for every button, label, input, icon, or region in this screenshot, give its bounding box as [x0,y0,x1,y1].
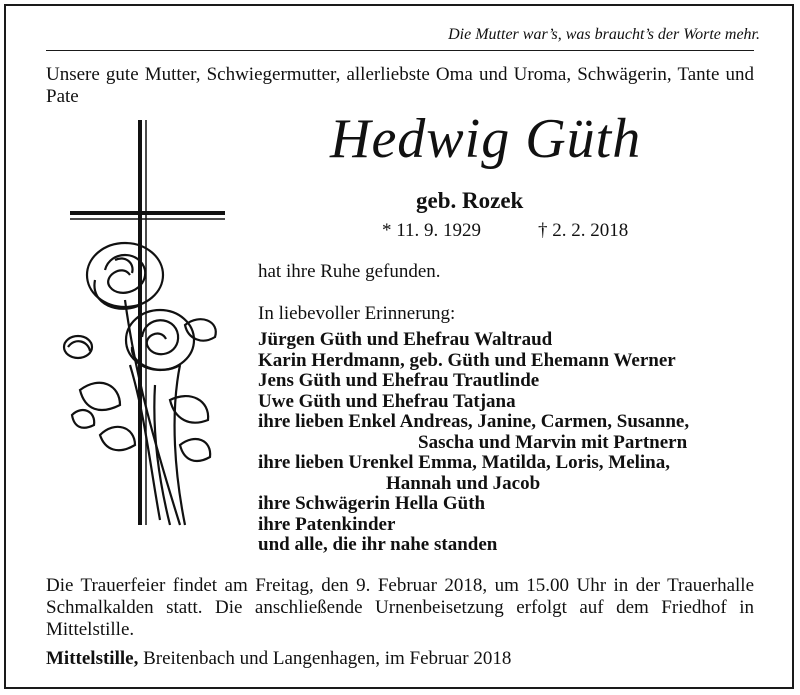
place-and-date [46,648,511,670]
family-list [258,330,689,556]
motto-quote: Die Mutter war’s, was braucht’s der Worte mehr. [448,26,760,43]
death-date: † 2. 2. 2018 [538,220,629,241]
intro-text: Unsere gute Mutter, Schwiegermutter, allerliebste Oma und Uroma, Schwägerin, Tante und Pate [46,64,754,107]
deceased-name: Hedwig Güth [330,108,642,170]
family-line: Karin Herdmann, geb. Güth und Ehemann Werner [258,349,676,371]
maiden-name: geb. Rozek [416,188,524,213]
family-line: ihre Patenkinder [258,513,396,535]
rest-text: hat ihre Ruhe gefunden. [258,261,441,282]
family-line: ihre lieben Urenkel Emma, Matilda, Loris, Melina, [258,452,670,473]
memory-heading: In liebevoller Erinnerung: [258,303,456,324]
family-line: und alle, die ihr nahe standen [258,534,498,555]
place-bold: Mittelstille, [46,648,139,669]
divider-line [46,50,754,51]
family-line: Jens Güth und Ehefrau Trautlinde [258,370,540,391]
place-rest: Breitenbach und Langenhagen, im Februar 2018 [138,648,512,669]
family-line: Uwe Güth und Ehefrau Tatjana [258,390,516,412]
family-line: Hannah und Jacob [386,472,541,494]
family-line: ihre Schwägerin Hella Güth [258,493,486,514]
birth-date: * 11. 9. 1929 [382,220,482,241]
cross-with-roses-icon [60,115,230,555]
family-line: Jürgen Güth und Ehefrau Waltraud [258,329,553,350]
funeral-service-text: Die Trauerfeier findet am Freitag, den 9. Februar 2018, um 15.00 Uhr in der Trauerhalle Schmalkalden statt. Die anschließende Urnenbeisetzung erfolgt auf dem Friedhof in Mittelstille. [46,575,754,640]
family-line: ihre lieben Enkel Andreas, Janine, Carmen, Susanne, [258,411,690,432]
family-line: Sascha und Marvin mit Partnern [418,431,688,453]
